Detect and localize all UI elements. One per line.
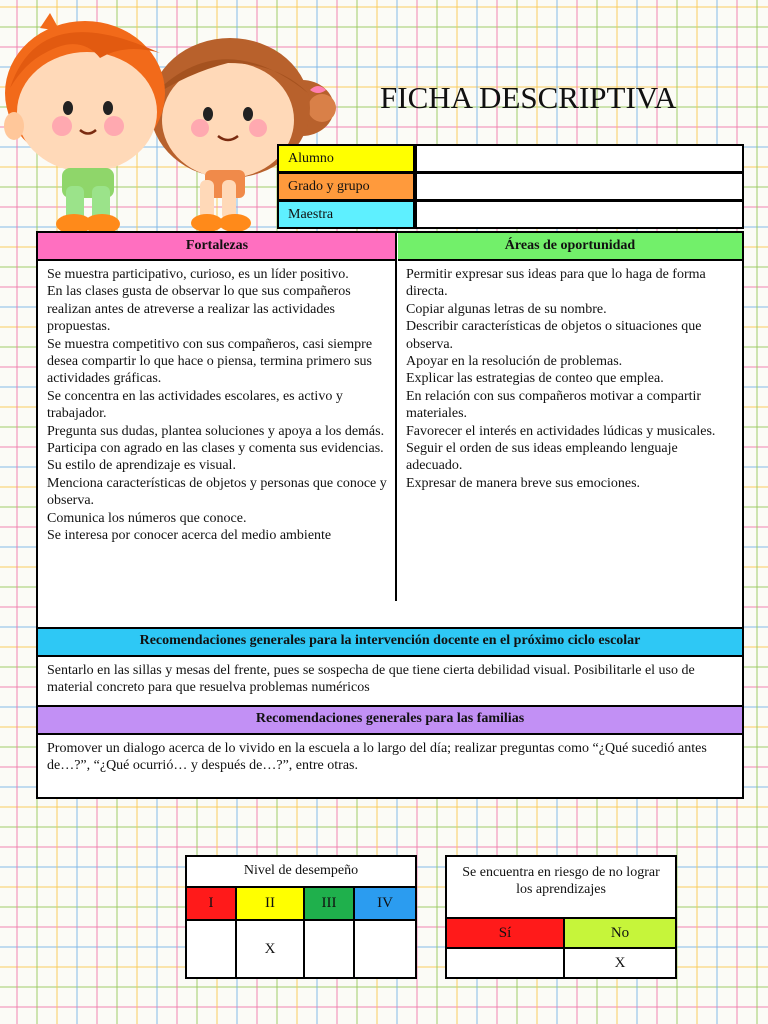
teacher-recommendations-text: Sentarlo en las sillas y mesas del frente, pues se sospecha de que tiene cierta debilidad visual. Posibilitarle el uso de material concreto para que resuelva problemas numéricos [47,663,695,696]
opportunity-item: Explicar las estrategias de conteo que emplea. [406,371,664,387]
info-label-alumno: Alumno [279,146,413,171]
alumno-field[interactable] [417,146,742,171]
strength-item: Se interesa por conocer acerca del medio ambiente [47,528,332,544]
opportunity-item: Apoyar en la resolución de problemas. [406,354,623,370]
strength-item: Se muestra competitivo con sus compañeros, casi siempre desea compartir lo que hace o piensa, termina primero sus actividades gráficas. [47,336,373,387]
grado-field[interactable] [417,174,742,199]
family-recommendations-header: Recomendaciones generales para las familias [38,707,742,735]
strength-item: Comunica los números que conoce. [47,510,247,526]
strengths-header: Fortalezas [38,233,396,261]
risk-table [445,855,677,979]
opportunity-item: Expresar de manera breve sus emociones. [406,475,641,491]
opportunity-item: Copiar algunas letras de su nombre. [406,301,607,317]
info-label-maestra: Maestra [279,202,413,227]
level-IV: IV [355,888,415,919]
performance-caption: Nivel de desempeño [243,863,359,878]
strength-item: Su estilo de aprendizaje es visual. [47,458,236,474]
performance-level-table [185,855,417,979]
boy-figure [4,13,165,234]
strength-item: Se concentra en las actividades escolares, es activo y trabajador. [47,388,343,422]
risk-no-mark: X [614,955,626,971]
opportunity-item: En relación con sus compañeros motivar a compartir materiales. [406,388,702,422]
strength-item: Se muestra participativo, curioso, es un líder positivo. [47,267,349,282]
opportunity-item: Describir características de objetos o situaciones que observa. [406,319,702,352]
teacher-recommendations-header: Recomendaciones generales para la intervención docente en el próximo ciclo escolar [38,629,742,657]
risk-option-si: Sí [447,919,565,949]
family-recommendations-text: Promover un dialogo acerca de lo vivido en la escuela a lo largo del día; realizar preguntas como “¿Qué sucedió antes de…?”, “¿Qué ocurrió… y después de…?”, entre otras. [47,741,707,774]
student-info-table [277,144,744,229]
level-I: I [187,888,237,919]
risk-caption: Se encuentra en riesgo de no lograr los aprendizajes [462,865,660,897]
performance-levels-row [187,888,415,921]
maestra-field[interactable] [417,202,742,227]
opportunities-header: Áreas de oportunidad [398,233,742,261]
strength-item: Pregunta sus dudas, plantea soluciones y apoya a los demás. [47,423,385,439]
strength-item: Participa con agrado en las clases y comenta sus evidencias. [47,441,384,457]
divider-line [303,921,305,979]
strength-item: En las clases gusta de observar lo que sus compañeros realizan antes de atreverse a realizar las actividades propuestas. [47,284,351,335]
strength-item: Menciona características de objetos y personas que conoce y observa. [47,475,387,509]
page-title: FICHA DESCRIPTIVA [380,80,677,115]
level-II-mark: X [264,941,276,957]
level-III: III [305,888,355,919]
opportunity-item: Permitir expresar sus ideas para que lo haga de forma directa. [406,267,706,300]
risk-option-no: No [565,919,675,949]
info-label-grado: Grado y grupo [279,174,413,199]
column-divider [395,233,397,601]
opportunities-list [406,266,736,492]
level-II: II [237,888,305,919]
divider-line [353,921,355,979]
opportunity-item: Favorecer el interés en actividades lúdicas y musicales. [406,423,716,439]
strengths-list [47,266,387,545]
evaluation-box [36,231,744,799]
opportunity-item: Seguir el orden de sus ideas empleando lenguaje adecuado. [406,441,678,474]
